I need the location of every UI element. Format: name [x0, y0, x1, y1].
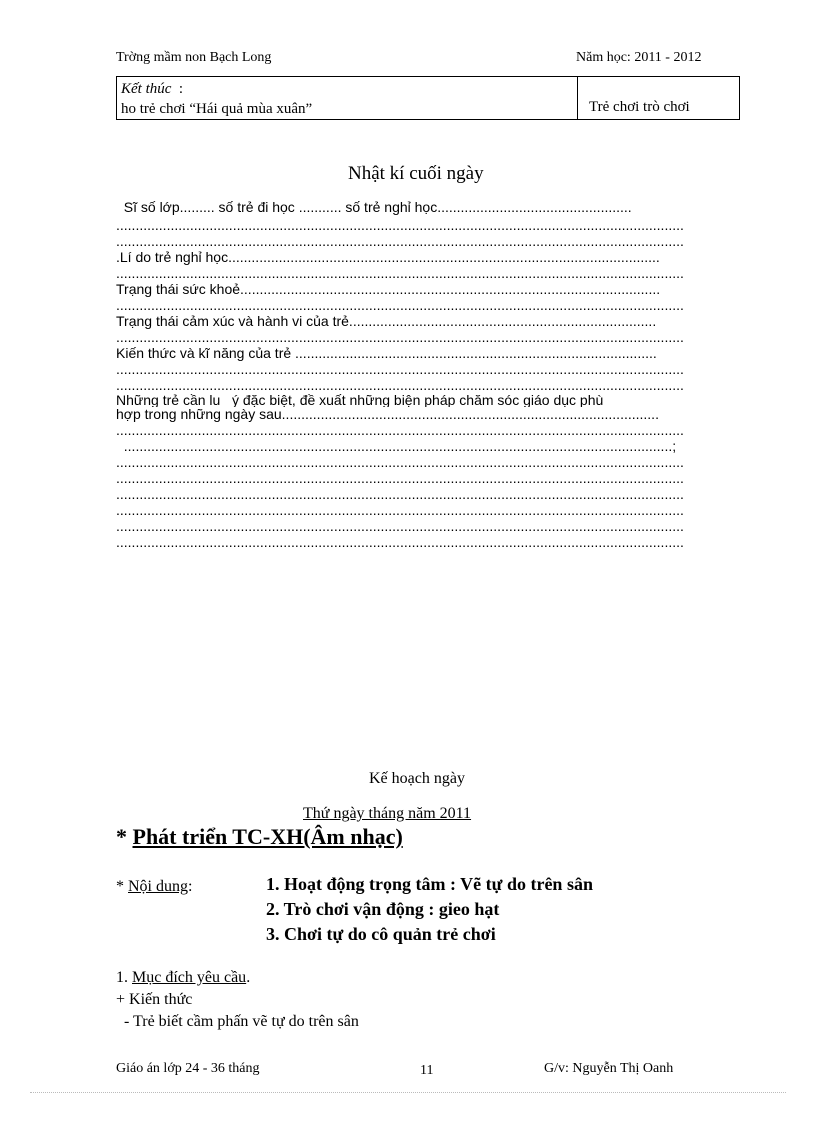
table-divider	[577, 77, 578, 119]
content-item: 3. Chơi tự do cô quản trẻ chơi	[266, 924, 496, 944]
end-activity-table	[116, 76, 740, 120]
diary-line: ..................................................................................................................................................	[116, 266, 684, 281]
diary-line: Trạng thái sức khoẻ............................................................................................................	[116, 282, 661, 297]
footer-class: Giáo án lớp 24 - 36 tháng	[116, 1061, 260, 1076]
diary-line: Trạng thái cảm xúc và hành vi của trẻ...............................................................................	[116, 314, 657, 329]
diary-line: ..................................................................................................................................................	[116, 535, 684, 550]
footer-teacher: G/v: Nguyễn Thị Oanh	[544, 1061, 674, 1076]
end-activity: ho trẻ chơi “Hái quả mùa xuân”	[121, 101, 313, 117]
diary-line: ..................................................................................................................................................	[116, 330, 684, 345]
goal-dot: .	[246, 969, 251, 986]
diary-line: Kiến thức và kĩ năng của trẻ .............................................................................................	[116, 346, 657, 361]
diary-line: ..................................................................................................................................................	[116, 487, 684, 502]
content-item: 1. Hoạt động trọng tâm : Vẽ tự do trên sân	[266, 874, 593, 894]
end-label-colon: :	[178, 81, 184, 97]
diary-lines	[116, 200, 736, 551]
school-year: Năm học: 2011 - 2012	[576, 50, 702, 65]
diary-line: ..................................................................................................................................................	[116, 298, 684, 313]
diary-line: .Lí do trẻ nghỉ học...............................................................................................................	[116, 250, 660, 265]
diary-line: ..................................................................................................................................................	[116, 471, 684, 486]
diary-title: Nhật kí cuối ngày	[348, 163, 484, 184]
goal-title: Mục đích yêu cầu	[132, 969, 247, 986]
diary-line: ..................................................................................................................................................	[116, 503, 684, 518]
school-name: Trờng mầm non Bạch Long	[116, 50, 272, 65]
diary-line: .............................................................................................................................................;	[116, 439, 677, 454]
section-star: *	[116, 824, 133, 849]
diary-line: ..................................................................................................................................................	[116, 455, 684, 470]
knowledge-item: - Trẻ biết cầm phấn vẽ tự do trên sân	[116, 1013, 359, 1030]
diary-line: ..................................................................................................................................................	[116, 218, 684, 233]
diary-line: ..................................................................................................................................................	[116, 378, 684, 393]
content-label: Nội dung	[128, 878, 188, 895]
plan-title: Kế hoạch ngày	[369, 770, 465, 787]
diary-line: ..................................................................................................................................................	[116, 519, 684, 534]
page-number: 11	[420, 1063, 434, 1078]
diary-line: ..................................................................................................................................................	[116, 423, 684, 438]
content-item: 2. Trò chơi vận động : gieo hạt	[266, 899, 500, 919]
diary-line: Những trẻ cần lu ý đặc biệt, đề xuất những biện pháp chăm sóc giáo dục phù	[116, 394, 604, 407]
diary-line: ..................................................................................................................................................	[116, 234, 684, 249]
diary-line: hợp trong những ngày sau.................................................................................................	[116, 407, 659, 422]
goal-line	[116, 969, 250, 987]
goal-number: 1.	[116, 969, 132, 986]
content-label-line	[116, 878, 192, 896]
table-right-cell: Trẻ chơi trò chơi	[589, 99, 690, 115]
knowledge-heading: + Kiến thức	[116, 991, 193, 1008]
content-colon: :	[188, 878, 193, 895]
plan-date-line: Thứ ngày tháng năm 2011	[303, 805, 472, 822]
diary-line: ..................................................................................................................................................	[116, 362, 684, 377]
section-title: Phát triển TC-XH(Âm nhạc)	[132, 824, 403, 849]
section-heading	[116, 824, 403, 850]
footer-rule	[30, 1092, 786, 1093]
table-left-cell	[121, 79, 312, 119]
diary-line: Sĩ số lớp......... số trẻ đi học ........... số trẻ nghỉ học..................................................	[116, 200, 632, 215]
end-label: Kết thúc	[121, 81, 172, 97]
content-star: *	[116, 878, 128, 895]
